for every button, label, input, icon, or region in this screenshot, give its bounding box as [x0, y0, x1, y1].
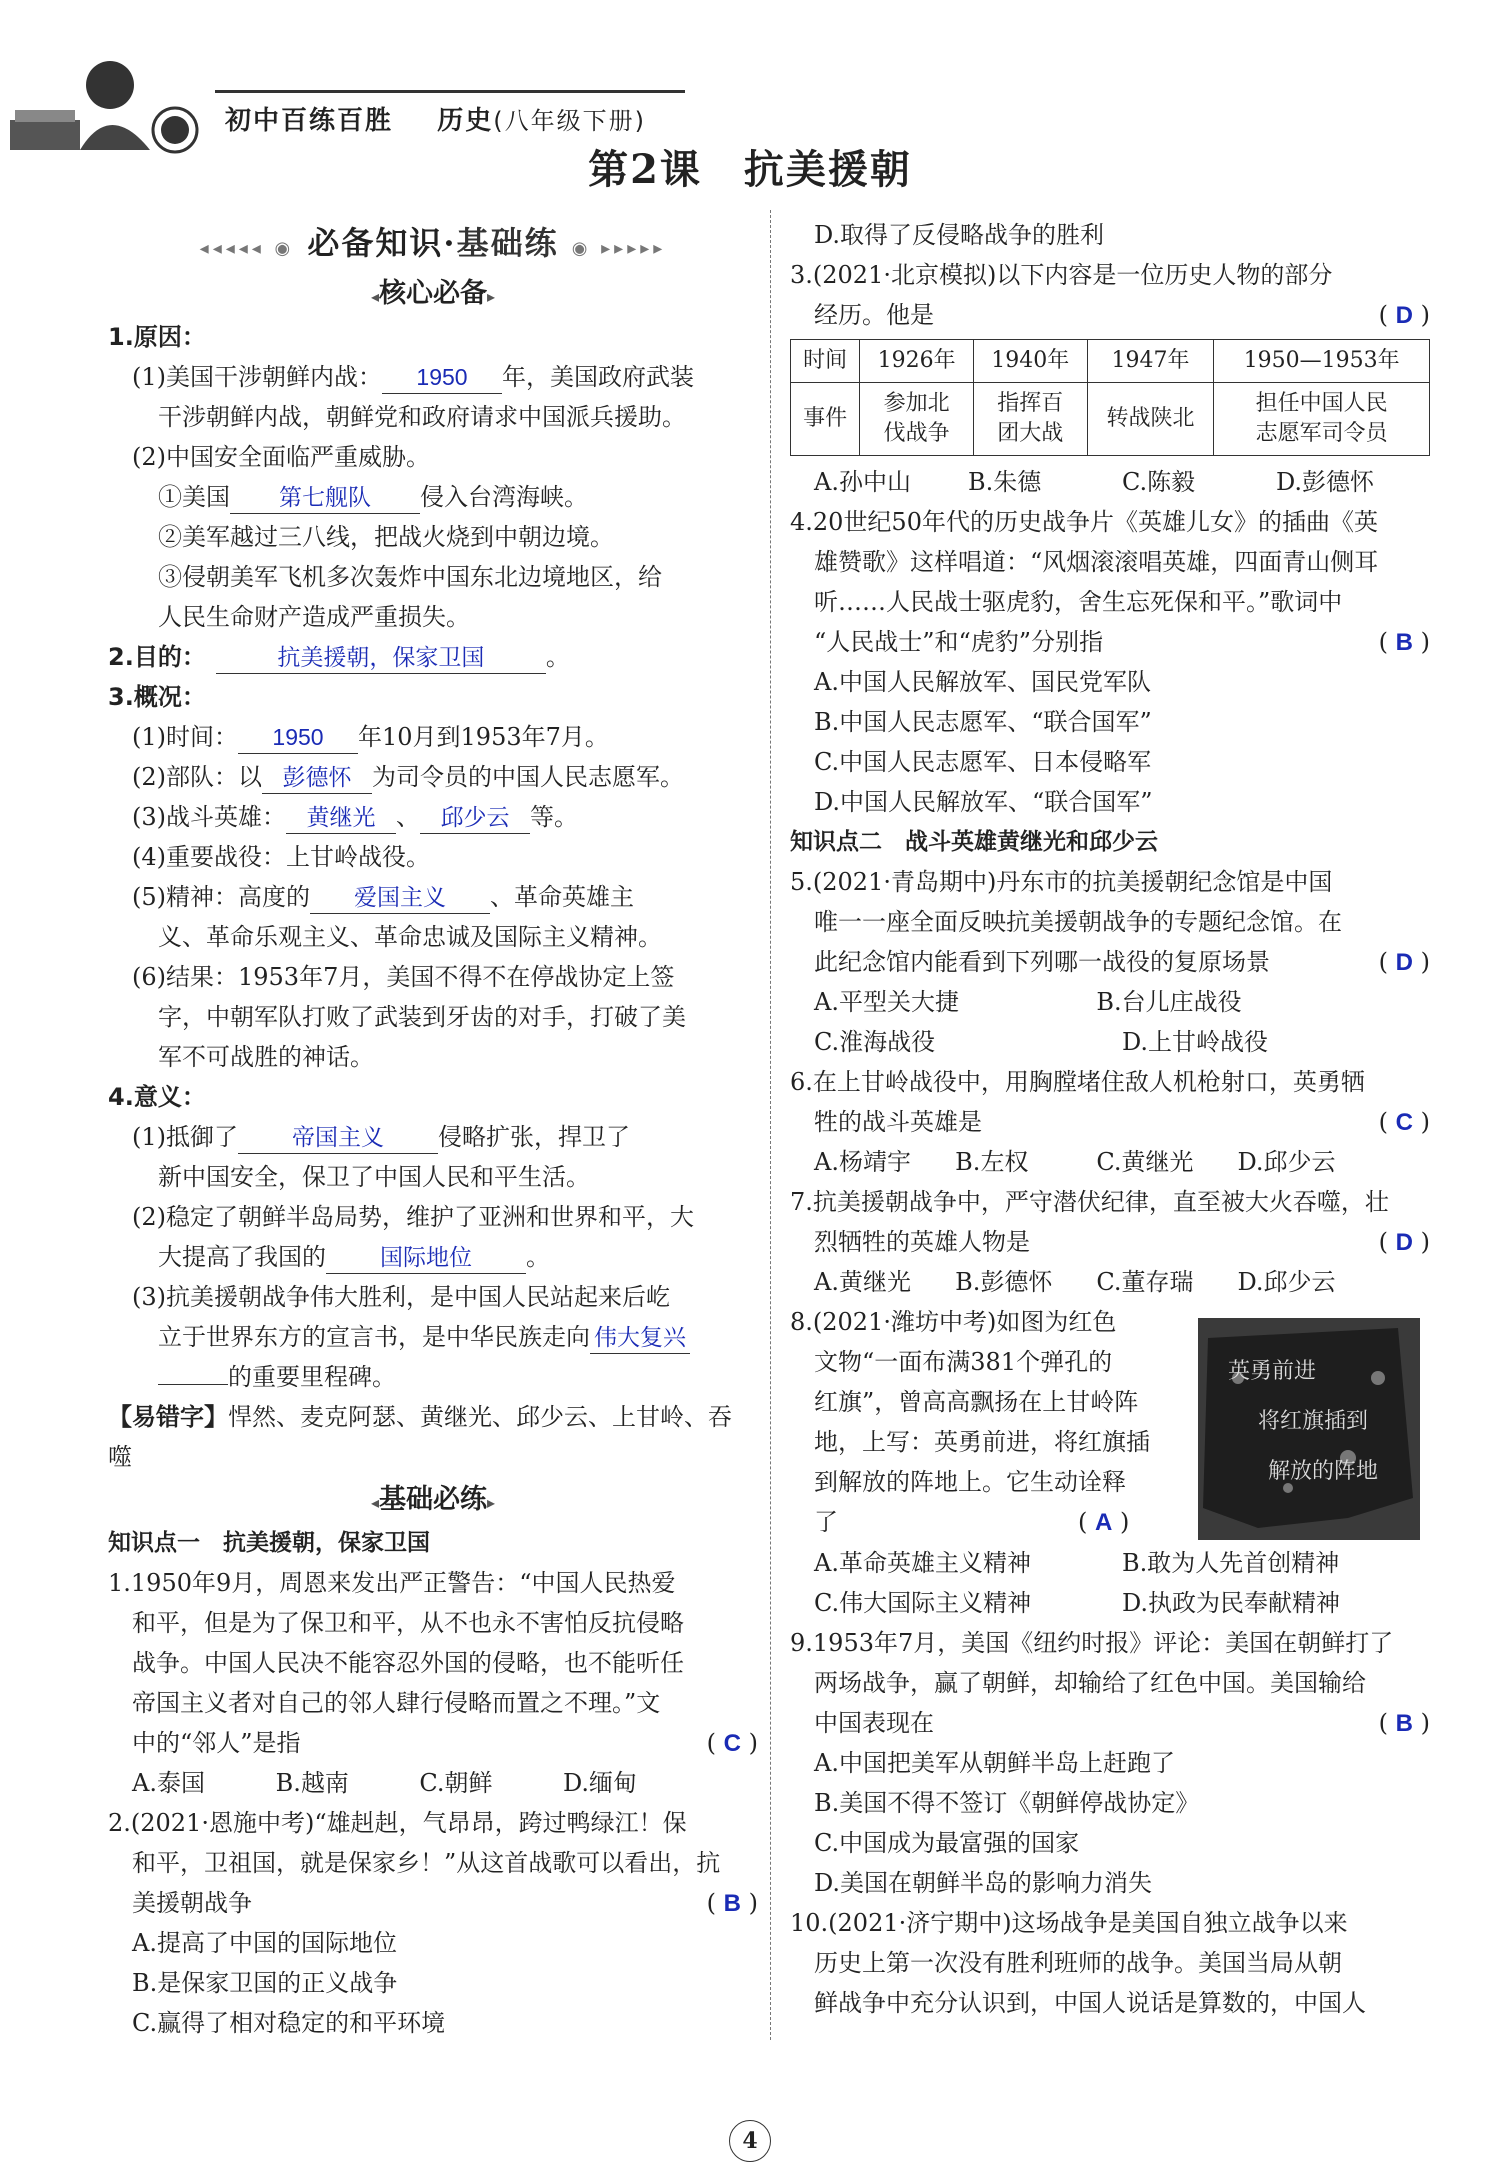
banner-dots-right-icon: ◉ ▸▸▸▸▸: [571, 238, 667, 259]
question-9: 9.1953年7月，美国《纽约时报》评论：美国在朝鲜打了 两场战争，赢了朝鲜，却输给了红色中国。美国输给 中国表现在 ( B ) A.中国把美军从朝鲜半岛上赶跑了 B.美国不得不签订《朝鲜停战协定》 C.中国成为最富强的国家 D.美国在朝鲜半岛的影响力消失: [790, 1629, 1430, 1897]
answer-blank: 爱国主义: [310, 881, 490, 914]
answer-blank: 抗美援朝，保家卫国: [216, 641, 546, 674]
svg-text:将红旗插到: 将红旗插到: [1258, 1409, 1369, 1434]
section-banner: [108, 215, 758, 271]
item-3-2: (2)部队：以 彭德怀 为司令员的中国人民志愿军。: [108, 757, 758, 797]
item-1-1: (1)美国干涉朝鲜内战： 1950 年，美国政府武装: [108, 357, 758, 397]
core-title: 核心必备: [379, 278, 487, 309]
arrow-left-icon: ◂: [370, 1493, 379, 1512]
question-7: 7.抗美援朝战争中，严守潜伏纪律，直至被大火吞噬，壮 烈牺牲的英雄人物是 ( D ) A.黄继光 B.彭德怀 C.董存瑞 D.邱少云: [790, 1182, 1430, 1302]
column-divider: [770, 210, 771, 2040]
question-5: 5.(2021·青岛期中)丹东市的抗美援朝纪念馆是中国 唯一一座全面反映抗美援朝战争的专题纪念馆。在 此纪念馆内能看到下列哪一战役的复原场景 ( D ) A.平型关大捷 B.台儿庄战役 C.淮海战役 D.上甘岭战役: [790, 862, 1430, 1062]
book-name: 初中百练百胜: [225, 106, 394, 136]
question-3: 3.(2021·北京模拟)以下内容是一位历史人物的部分 经历。他是 ( D ) 时间 1926年 1940年 1947年 1950—1953年 事件 参加北 伐战争 指挥百 团大战 转战陕北 担任中国人民 志愿军司令员 A.孙中山 B.朱德 C.陈毅 D.彭德怀: [790, 255, 1430, 502]
item-3-1: (1)时间： 1950 年10月到1953年7月。: [108, 717, 758, 757]
q8-options: A.革命英雄主义精神 B.敢为人先首创精神 C.伟大国际主义精神 D.执政为民奉献精神: [814, 1549, 1341, 1617]
page-header: [0, 30, 1500, 136]
knowledge-point-1: 知识点一 抗美援朝，保家卫国: [108, 1530, 430, 1556]
item-4-1: (1)抵御了 帝国主义 侵略扩张，捍卫了: [108, 1117, 758, 1157]
item-1-1-cont: 干涉朝鲜内战，朝鲜党和政府请求中国派兵援助。: [158, 403, 686, 431]
item-3-4: (4)重要战役：上甘岭战役。: [132, 843, 430, 871]
question-4: 4.20世纪50年代的历史战争片《英雄儿女》的插曲《英 雄赞歌》这样唱道：“风烟滚滚唱英雄，四面青山侧耳 听……人民战士驱虎豹，舍生忘死保和平。”歌词中 “人民战士”和“虎豹”分别指 ( B ) A.中国人民解放军、国民党军队 B.中国人民志愿军、“联合国军” C.中国人民志愿军、日本侵略军 D.中国人民解放军、“联合国军”: [790, 508, 1430, 816]
right-column: [790, 215, 1430, 2023]
answer-letter: B: [1395, 629, 1413, 656]
item-1-2b: ②美军越过三八线，把战火烧到中朝边境。: [158, 523, 614, 551]
item-1-2a: ①美国 第七舰队 侵入台湾海峡。: [108, 477, 758, 517]
item-4: 4.意义：: [108, 1083, 206, 1111]
core-heading: [108, 271, 758, 317]
item-3-3: (3)战斗英雄： 黄继光 、 邱少云 等。: [108, 797, 758, 837]
options: A.杨靖宇 B.左权 C.黄继光 D.邱少云: [814, 1148, 1336, 1176]
arrow-right-icon: ▸: [487, 1493, 496, 1512]
item-3-6-cont: 字，中朝军队打败了武装到牙齿的对手，打破了美: [158, 1003, 686, 1031]
typo-note: 【易错字】悍然、麦克阿瑟、黄继光、邱少云、上甘岭、吞: [108, 1403, 732, 1431]
item-2: 2.目的： 抗美援朝，保家卫国 。: [108, 637, 758, 677]
banner-title-a: 必备知识: [307, 224, 444, 262]
answer-letter: D: [1395, 1229, 1413, 1256]
answer-blank: 帝国主义: [238, 1121, 438, 1154]
item-3-6: (6)结果：1953年7月，美国不得不在停战协定上签: [132, 963, 675, 991]
typo-note-cont: 噬: [108, 1443, 132, 1471]
answer-blank: 伟大复兴: [590, 1321, 690, 1354]
table-row: 事件 参加北 伐战争 指挥百 团大战 转战陕北 担任中国人民 志愿军司令员: [791, 383, 1430, 456]
answer-blank: 邱少云: [420, 801, 530, 834]
lesson-title: 第2课 抗美援朝: [588, 146, 912, 193]
grade-name: (八年级下册): [493, 107, 646, 135]
knowledge-point-2: 知识点二 战斗英雄黄继光和邱少云: [790, 829, 1158, 855]
item-1: 1.原因：: [108, 323, 206, 351]
item-4-1-cont: 新中国安全，保卫了中国人民和平生活。: [158, 1163, 590, 1191]
question-10: 10.(2021·济宁期中)这场战争是美国自独立战争以来 历史上第一次没有胜利班师的战争。美国当局从朝 鲜战争中充分认识到，中国人说话是算数的，中国人: [790, 1909, 1366, 2017]
item-3-6-cont2: 军不可战胜的神话。: [158, 1043, 374, 1071]
answer-blank-continued: [158, 1384, 228, 1385]
arrow-left-icon: ◂: [370, 287, 379, 306]
answer-blank: 1950: [238, 721, 358, 754]
q2-option-d: D.取得了反侵略战争的胜利: [814, 221, 1105, 249]
answer-blank: 彭德怀: [262, 761, 372, 794]
question-2: 2.(2021·恩施中考)“雄赳赳，气昂昂，跨过鸭绿江！保 和平，卫祖国，就是保家乡！”从这首战歌可以看出，抗 美援朝战争 ( B ) A.提高了中国的国际地位 B.是保家卫国的正义战争 C.赢得了相对稳定的和平环境: [108, 1809, 758, 2037]
item-3: 3.概况：: [108, 683, 206, 711]
item-4-3: (3)抗美援朝战争伟大胜利，是中国人民站起来后屹: [132, 1283, 670, 1311]
question-8: 8.(2021·潍坊中考)如图为红色 文物“一面布满381个弹孔的 红旗”，曾高高飘扬在上甘岭阵 地，上写：英勇前进，将红旗插 到解放的阵地上。它生动诠释 了 ( A ): [790, 1308, 1150, 1536]
events-table: [790, 339, 1430, 456]
options: A.黄继光 B.彭德怀 C.董存瑞 D.邱少云: [814, 1268, 1336, 1296]
answer-letter: A: [1095, 1509, 1113, 1536]
header-title: [225, 100, 646, 137]
page-number: 4: [0, 2120, 1500, 2162]
subject-name: 历史: [437, 106, 494, 136]
options: A.孙中山 B.朱德 C.陈毅 D.彭德怀: [814, 468, 1375, 496]
options: A.泰国 B.越南 C.朝鲜 D.缅甸: [132, 1769, 638, 1797]
item-3-5: (5)精神：高度的 爱国主义 、革命英雄主: [108, 877, 758, 917]
answer-blank: 黄继光: [286, 801, 396, 834]
answer-blank: 1950: [382, 361, 502, 394]
item-4-3-cont: 立于世界东方的宣言书，是中华民族走向 伟大复兴: [108, 1317, 758, 1357]
svg-text:英勇前进: 英勇前进: [1228, 1359, 1317, 1384]
item-1-2c: ③侵朝美军飞机多次轰炸中国东北边境地区，给: [158, 563, 662, 591]
banner-title-b: 基础练: [456, 224, 559, 262]
basic-title: 基础必练: [379, 1484, 487, 1515]
left-column: [108, 215, 758, 2043]
answer-letter: C: [1395, 1109, 1413, 1136]
answer-letter: D: [1395, 302, 1413, 329]
svg-text:解放的阵地: 解放的阵地: [1268, 1459, 1379, 1484]
item-4-2: (2)稳定了朝鲜半岛局势，维护了亚洲和世界和平，大: [132, 1203, 694, 1231]
item-4-3-cont2: 的重要里程碑。: [108, 1357, 758, 1397]
banner-dots-left-icon: ◂◂◂◂◂ ◉: [199, 238, 295, 259]
question-6: 6.在上甘岭战役中，用胸膛堵住敌人机枪射口，英勇牺 牲的战斗英雄是 ( C ) A.杨靖宇 B.左权 C.黄继光 D.邱少云: [790, 1062, 1430, 1182]
answer-letter: D: [1395, 949, 1413, 976]
arrow-right-icon: ▸: [487, 287, 496, 306]
flag-image-icon: [1198, 1318, 1420, 1540]
options: A.平型关大捷 B.台儿庄战役: [814, 988, 1242, 1016]
item-1-2d: 人民生命财产造成严重损失。: [158, 603, 470, 631]
item-4-2-cont: 大提高了我国的 国际地位 。: [108, 1237, 758, 1277]
question-1: 1.1950年9月，周恩来发出严正警告：“中国人民热爱 和平，但是为了保卫和平，从不也永不害怕反抗侵略 战争。中国人民决不能容忍外国的侵略，也不能听任 帝国主义者对自己的邻人肆行侵略而置之不理。”文 中的“邻人”是指 ( C ) A.泰国 B.越南 C.朝鲜 D.缅甸: [108, 1563, 758, 1803]
answer-letter: B: [1395, 1710, 1413, 1737]
answer-blank: 第七舰队: [230, 481, 420, 514]
header-rule: [215, 90, 685, 93]
answer-letter: C: [723, 1730, 741, 1757]
answer-letter: B: [723, 1890, 741, 1917]
item-1-2: (2)中国安全面临严重威胁。: [132, 443, 430, 471]
table-row: 时间 1926年 1940年 1947年 1950—1953年: [791, 340, 1430, 383]
banner-sep: ·: [443, 224, 457, 262]
options: C.淮海战役 D.上甘岭战役: [814, 1028, 1269, 1056]
basic-heading: [108, 1477, 758, 1523]
item-3-5-cont: 义、革命乐观主义、革命忠诚及国际主义精神。: [158, 923, 662, 951]
red-flag-photo: [1198, 1318, 1420, 1540]
answer-blank: 国际地位: [326, 1241, 526, 1274]
